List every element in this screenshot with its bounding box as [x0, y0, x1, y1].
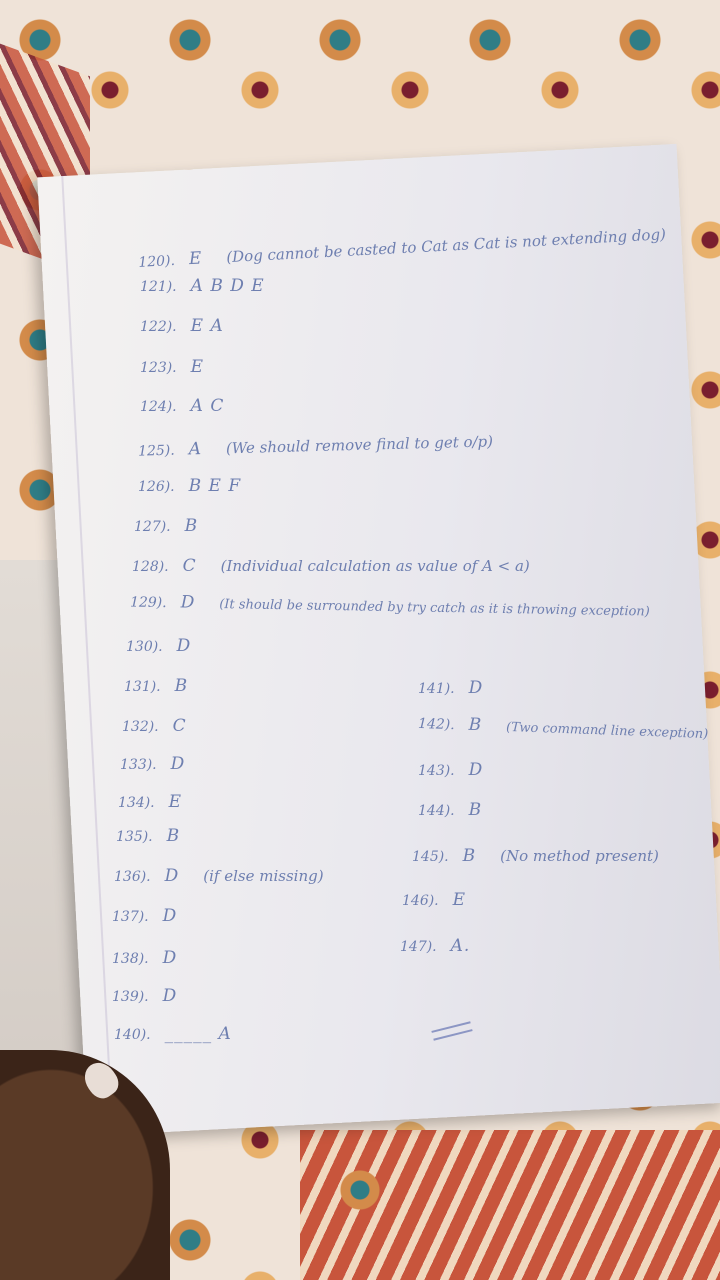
answer-134: 134). E	[118, 792, 183, 812]
answer-145: 145). B (No method present)	[412, 846, 659, 866]
answer-125: 125). A (We should remove final to get o/p)	[137, 432, 494, 460]
answer-137: 137). D	[112, 906, 178, 926]
answer-123: 123). E	[140, 357, 205, 377]
answer-143: 143). D	[418, 760, 484, 780]
answer-136: 136). D (if else missing)	[114, 866, 324, 886]
answer-126: 126). B E F	[138, 476, 242, 496]
answer-128: 128). C (Individual calculation as value of A < a)	[132, 556, 530, 576]
answer-132: 132). C	[122, 716, 187, 736]
answer-129: 129). D (It should be surrounded by try catch as it is throwing exception)	[129, 592, 650, 620]
answer-135: 135). B	[116, 826, 181, 846]
answer-138: 138). D	[112, 948, 178, 968]
answer-130: 130). D	[126, 636, 192, 656]
answer-133: 133). D	[120, 754, 186, 774]
answer-141: 141). D	[418, 678, 484, 698]
answer-121: 121). A B D E	[140, 276, 265, 296]
answer-127: 127). B	[134, 516, 199, 536]
answer-131: 131). B	[124, 676, 189, 696]
answer-120: 120). E (Dog cannot be casted to Cat as Cat is not extending dog)	[137, 225, 667, 271]
end-scribble	[431, 1021, 472, 1040]
answer-142: 142). B (Two command line exception)	[417, 714, 709, 743]
answer-147: 147). A.	[400, 936, 471, 956]
answer-144: 144). B	[418, 800, 483, 820]
answer-140: 140). _____ A	[114, 1024, 232, 1044]
answer-139: 139). D	[112, 986, 178, 1006]
answer-124: 124). A C	[140, 396, 225, 416]
answer-146: 146). E	[402, 890, 467, 910]
answer-122: 122). E A	[140, 316, 224, 336]
